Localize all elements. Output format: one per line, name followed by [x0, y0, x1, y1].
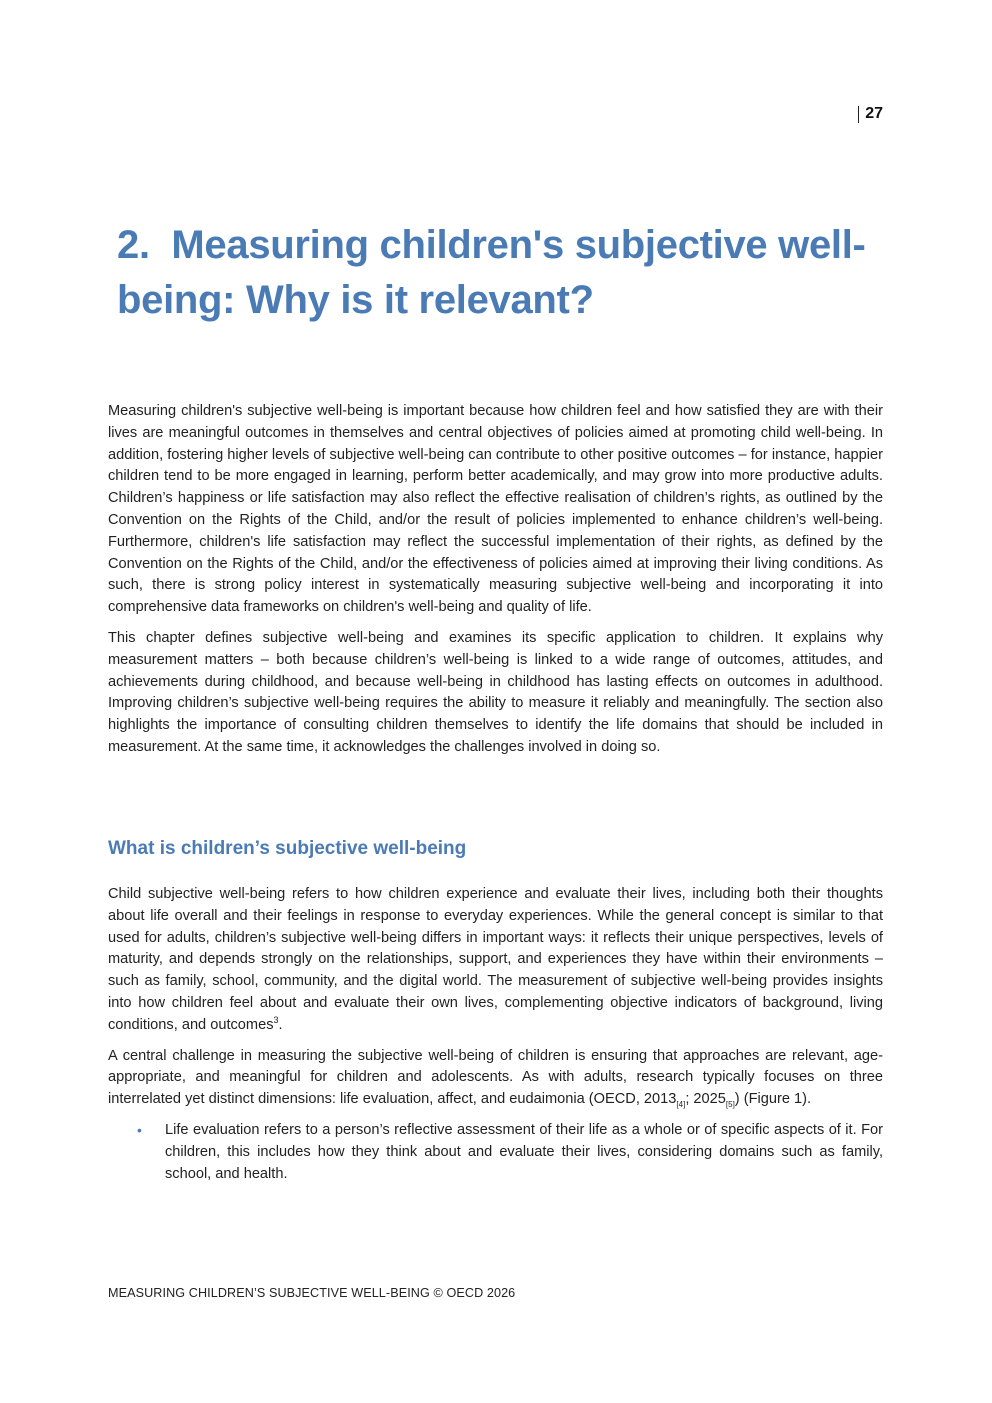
chapter-title-text: Measuring children's subjective well-being: Why is it relevant?	[117, 223, 866, 322]
bullet-icon: •	[137, 1121, 142, 1138]
section-paragraph-1-text: Child subjective well-being refers to how children experience and evaluate their lives, including both their thoughts about life overall and their feelings in response to everyday experiences. While the general concept is similar to that used for adults, children’s subjective well-being differs in important ways: it reflects their unique perspectives, levels of maturity, and depends strongly on the relationships, support, and experiences they have within their environments – such as family, school, community, and the digital world. The measurement of subjective well-being provides insights into how children feel about and evaluate their own lives, complementing objective indicators of background, living conditions, and outcomes	[108, 886, 883, 1033]
intro-section	[108, 401, 883, 768]
section-paragraph-2-text-c: ) (Figure 1).	[734, 1091, 812, 1108]
citation-ref-5[interactable]: [5]	[725, 1100, 735, 1110]
footnote-marker[interactable]: 3	[273, 1014, 279, 1025]
section-paragraph-1	[108, 884, 883, 1037]
section-paragraph-1-end: .	[278, 1016, 283, 1033]
section-paragraph-2-text-b: ; 2025	[685, 1091, 726, 1108]
bullet-list	[108, 1120, 883, 1185]
chapter-title	[117, 218, 877, 328]
intro-paragraph-1: Measuring children's subjective well-being is important because how children feel and how satisfied they are with their lives are meaningful outcomes in themselves and central objectives of policies aimed at promoting child well-being. In addition, fostering higher levels of subjective well-being can contribute to other positive outcomes – for instance, happier children tend to be more engaged in learning, perform better academically, and may grow into more productive adults. Children’s happiness or life satisfaction may also reflect the effective realisation of children’s rights, as outlined by the Convention on the Rights of the Child, and/or the result of policies implemented to enhance children’s well-being. Furthermore, children's life satisfaction may reflect the successful implementation of their rights, as defined by the Convention on the Rights of the Child, and/or the effectiveness of policies aimed at improving their living conditions. As such, there is strong policy interest in systematically measuring subjective well-being and incorporating it into comprehensive data frameworks on children's well-being and quality of life.	[108, 403, 883, 616]
list-item-text: Life evaluation refers to a person’s reflective assessment of their life as a whole or of specific aspects of it. For children, this includes how they think about and evaluate their lives, considering domains such as family, school, and health.	[165, 1121, 883, 1182]
section-heading: What is children’s subjective well-being	[108, 838, 467, 859]
chapter-number: 2.	[117, 223, 150, 267]
page-number-value: 27	[865, 105, 883, 122]
section-paragraph-2	[108, 1046, 883, 1111]
intro-paragraph-2: This chapter defines subjective well-being and examines its specific application to children. It explains why measurement matters – both because children’s well-being is linked to a wide range of outcomes, attitudes, and achievements during childhood, and because well-being in childhood has lasting effects on outcomes in adulthood. Improving children’s subjective well-being requires the ability to measure it reliably and meaningfully. The section also highlights the importance of consulting children themselves to identify the life domains that should be included in measurement. At the same time, it acknowledges the challenges involved in doing so.	[108, 629, 883, 755]
citation-ref-4[interactable]: [4]	[676, 1100, 686, 1110]
page-number	[858, 105, 883, 123]
page-footer: MEASURING CHILDREN’S SUBJECTIVE WELL-BEING © OECD 2026	[108, 1286, 516, 1300]
page-number-divider	[858, 106, 859, 123]
section-paragraph-2-text-a: A central challenge in measuring the subjective well-being of children is ensuring that approaches are relevant, age-appropriate, and meaningful for children and adolescents. As with adults, research typically focuses on three interrelated yet distinct dimensions: life evaluation, affect, and eudaimonia (OECD, 2013	[108, 1047, 883, 1108]
list-item	[108, 1120, 883, 1185]
section-body	[108, 884, 883, 1185]
